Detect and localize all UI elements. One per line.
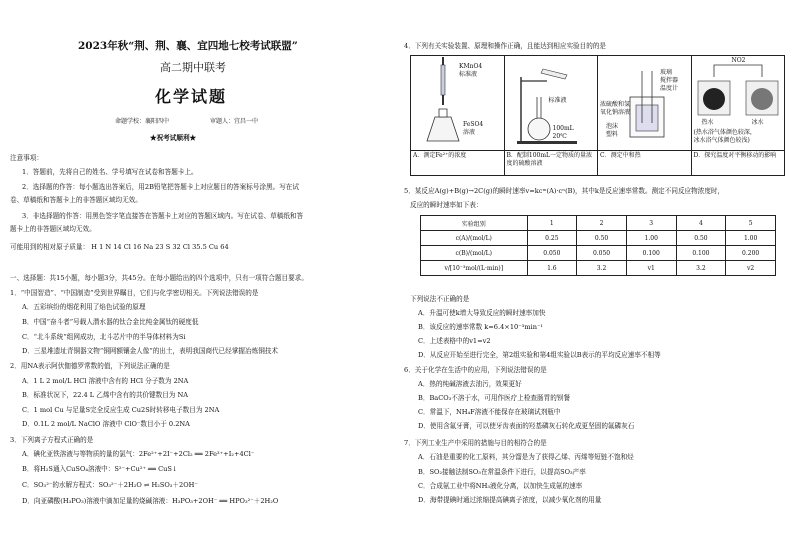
row-header: c(A)/(mol/L) — [421, 231, 528, 246]
table-cell: 0.25 — [527, 231, 577, 246]
question-stem: 3．下列离子方程式正确的是 — [10, 436, 94, 444]
option-a: A．升温可使k增大导致反应的瞬时速率加快 — [418, 309, 546, 317]
table-cell: v1 — [626, 261, 676, 276]
titration-flask-icon — [413, 57, 501, 147]
no2-flasks-icon — [694, 57, 782, 119]
note-item: 题卡上的非答题区域均无效。 — [10, 225, 96, 233]
reagent-label: 100mL — [552, 125, 574, 132]
table-cell: 5 — [726, 216, 776, 231]
apparatus-a-cell — [411, 56, 505, 151]
table-cell: 3.2 — [676, 261, 726, 276]
option-a: A．碘化亚铁溶液与等物质的量的氯气：2Fe²⁺+2I⁻+2Cl₂ ══ 2Fe³⁺+I₂+4Cl⁻ — [22, 450, 255, 458]
question-stem: 4．下列有关实验装置、原理和操作正确，且能达到相应实验目的的是 — [404, 42, 607, 50]
table-cell: 0.50 — [577, 231, 627, 246]
caption-text: B．配制100mL一定物质的量浓度的硫酸溶液 — [506, 152, 593, 167]
option-b: B．中国“奋斗者”号载人潜水器的钛合金比纯金属钛的硬度低 — [22, 318, 199, 326]
calorimeter-apparatus — [600, 57, 689, 149]
option-b: B．SO₂接触法制SO₃在常温条件下进行，以提高SO₃产率 — [418, 468, 586, 476]
option-a: A．五彩缤纷的烟花利用了焰色试验的原理 — [22, 303, 146, 311]
option-c: C．合成氨工业中将NH₃液化分离，以加快生成氨的速率 — [418, 482, 583, 490]
notes-heading: 注意事项： — [10, 154, 43, 162]
reagent-label: 溶液 — [463, 129, 476, 136]
option-b: B．将H₂S通入CuSO₄溶液中：S²⁻+Cu²⁺ ══ CuS↓ — [22, 465, 178, 473]
reagent-label: 塑料 — [606, 131, 619, 138]
reagent-label: 泡沫 — [606, 123, 619, 130]
reagent-label: 标准液 — [548, 97, 567, 104]
caption-c — [598, 151, 692, 176]
caption-b — [504, 151, 598, 176]
reagent-label: 搅拌器 — [660, 77, 679, 84]
volumetric-apparatus — [507, 57, 596, 149]
table-cell: 1.00 — [626, 231, 676, 246]
option-d: D．三星堆遗址青铜器文物“铜网额镶金人像”的出土，表明我国商代已经掌握冶炼铜技术 — [22, 347, 278, 355]
atomic-masses: 可能用到的相对原子质量： H 1 N 14 Cl 16 Na 23 S 32 Cl 35.5 Cu 64 — [10, 243, 229, 251]
question-prompt: 下列说法不正确的是 — [410, 295, 470, 303]
apparatus-d-cell — [691, 56, 785, 151]
table-cell: 3.2 — [577, 261, 627, 276]
option-c: C．上述表格中的v1=v2 — [418, 337, 491, 345]
reagent-label: 温度计 — [660, 85, 679, 92]
table-cell: 0.100 — [676, 246, 726, 261]
reagent-note: 冰水浴气体颜色较浅) — [693, 137, 750, 144]
section-heading: 一、选择题：共15小题，每小题3分，共45分。在每小题给出的四个选项中，只有一项符合题目要求。 — [10, 274, 308, 282]
exam-subtitle: 高二期中联考 — [160, 61, 226, 74]
table-cell: 0.200 — [726, 246, 776, 261]
reviewer-school: 审题人：宜昌一中 — [210, 118, 259, 125]
option-c: C．SO₃²⁻的水解方程式：SO₃²⁻＋2H₂O ⇌ H₂SO₃＋2OH⁻ — [22, 481, 198, 489]
table-cell: 0.050 — [577, 246, 627, 261]
question-stem: 反应的瞬时速率如下表： — [410, 201, 483, 209]
table-cell: 1 — [527, 216, 577, 231]
caption-text: D．探究温度对平衡移动的影响 — [693, 152, 777, 159]
option-a: A．石油是重要的化工原料，其分馏是为了获得乙烯、丙烯等短链不饱和烃 — [418, 453, 634, 461]
reagent-note: (热水浴气体颜色较深， — [693, 129, 756, 136]
note-item: 3．非选择题的作答：用黑色签字笔直接答在答题卡上对应的答题区域内。写在试卷、草稿纸和答 — [22, 212, 304, 220]
caption-text: C．测定中和热 — [600, 152, 641, 159]
table-cell: 1.00 — [726, 231, 776, 246]
reagent-label: 20℃ — [552, 133, 567, 140]
apparatus-table — [410, 55, 785, 176]
reagent-label: 热水 — [701, 119, 714, 126]
note-item: 卷、草稿纸和答题卡上的非答题区域均无效。 — [10, 196, 142, 204]
table-cell: 2 — [577, 216, 627, 231]
reagent-label: 氧化钠溶液 — [600, 109, 631, 116]
setter-school: 命题学校：襄阳四中 — [115, 118, 170, 125]
reagent-label: 标准液 — [459, 71, 478, 78]
option-d: D．向亚磷酸(H₃PO₃)溶液中滴加足量的烧碱溶液：H₃PO₃+2OH⁻ ══ HPO₃²⁻＋2H₂O — [22, 497, 279, 505]
reagent-label: 浓硫酸和氢 — [600, 101, 631, 108]
row-header: c(B)/(mol/L) — [421, 246, 528, 261]
question-stem: 2．用NA表示阿伏伽德罗常数的值，下列说法正确的是 — [10, 362, 170, 370]
question-stem: 5．某反应A(g)+B(g)→2C(g)的瞬时速率v=kcᵐ(A)·cⁿ(B)，其中k是反应速率常数。测定不同反应物浓度时， — [404, 187, 725, 195]
option-d: D．从反应开始至进行完全，第2组实验和第4组实验以B表示的平均反应速率不相等 — [418, 351, 661, 359]
reagent-label: KMnO4 — [459, 63, 483, 70]
option-a: A．1 L 2 mol/L HCl 溶液中含有的 HCl 分子数为 2NA — [22, 377, 189, 385]
option-c: C．1 mol Cu 与足量S完全反应生成 Cu2S时转移电子数目为 2NA — [22, 406, 220, 414]
question-stem: 7．下列工业生产中采用的措施与目的相符合的是 — [404, 439, 547, 447]
exam-league-title: 2023年秋“荆、荆、襄、宜四地七校考试联盟” — [78, 40, 298, 52]
caption-d — [691, 151, 785, 176]
note-item: 2．选择题的作答：每小题选出答案后，用2B铅笔把答题卡上对应题目的答案标号涂黑。写在试 — [22, 183, 299, 191]
row-header: v/[10⁻³mol/(L·min)] — [421, 261, 528, 276]
titration-apparatus — [413, 57, 502, 149]
equilibrium-apparatus — [694, 57, 783, 149]
table-cell: 1.6 — [527, 261, 577, 276]
option-c: C．常温下，NH₄F溶液不能保存在玻璃试剂瓶中 — [418, 408, 561, 416]
row-header: 实验组别 — [421, 216, 528, 231]
reagent-label: FeSO4 — [463, 121, 484, 128]
page-title: 化学试题 — [155, 87, 228, 106]
option-b: B．BaCO₃不溶于水，可用作医疗上检查肠胃的钡餐 — [418, 394, 570, 402]
note-item: 1．答题前，先将自己的姓名、学号填写在试卷和答题卡上。 — [22, 168, 198, 176]
apparatus-b-cell — [504, 56, 598, 151]
rate-table — [420, 215, 776, 276]
question-stem: 1．“中国智造”、“中国制造”受到世界瞩目，它们与化学密切相关。下列说法错误的是 — [10, 289, 259, 297]
reagent-label: NO2 — [731, 57, 746, 64]
option-d: D．海带提碘时通过浓缩提高碘离子浓度，以减少氧化剂的用量 — [418, 496, 602, 504]
option-b: B．该反应的速率常数 k=6.4×10⁻³min⁻¹ — [418, 323, 544, 331]
option-a: A．热的纯碱溶液去油污，效果更好 — [418, 380, 522, 388]
reagent-label: 玻璃 — [660, 69, 673, 76]
caption-text: A．测定Fe²⁺的浓度 — [413, 152, 467, 159]
reagent-label: 冰水 — [751, 119, 764, 126]
question-stem: 6．关于化学在生活中的应用，下列说法错误的是 — [404, 366, 547, 374]
option-b: B．标准状况下，22.4 L 乙烯中含有的共价键数目为 NA — [22, 391, 189, 399]
table-cell: 3 — [626, 216, 676, 231]
table-cell: 4 — [676, 216, 726, 231]
caption-a — [411, 151, 505, 176]
table-cell: 0.050 — [527, 246, 577, 261]
apparatus-c-cell — [598, 56, 692, 151]
option-c: C．“北斗系统”组网成功，北斗芯片中的半导体材料为Si — [22, 333, 186, 341]
table-cell: 0.100 — [626, 246, 676, 261]
option-d: D．0.1L 2 mol/L NaClO 溶液中 ClO⁻数目小于 0.2NA — [22, 420, 190, 428]
table-cell: v2 — [726, 261, 776, 276]
option-d: D．使用含氟牙膏，可以使牙齿表面的羟基磷灰石转化成更坚固的氟磷灰石 — [418, 422, 635, 430]
table-cell: 0.50 — [676, 231, 726, 246]
good-luck-line: ★祝考试顺利★ — [150, 134, 197, 142]
